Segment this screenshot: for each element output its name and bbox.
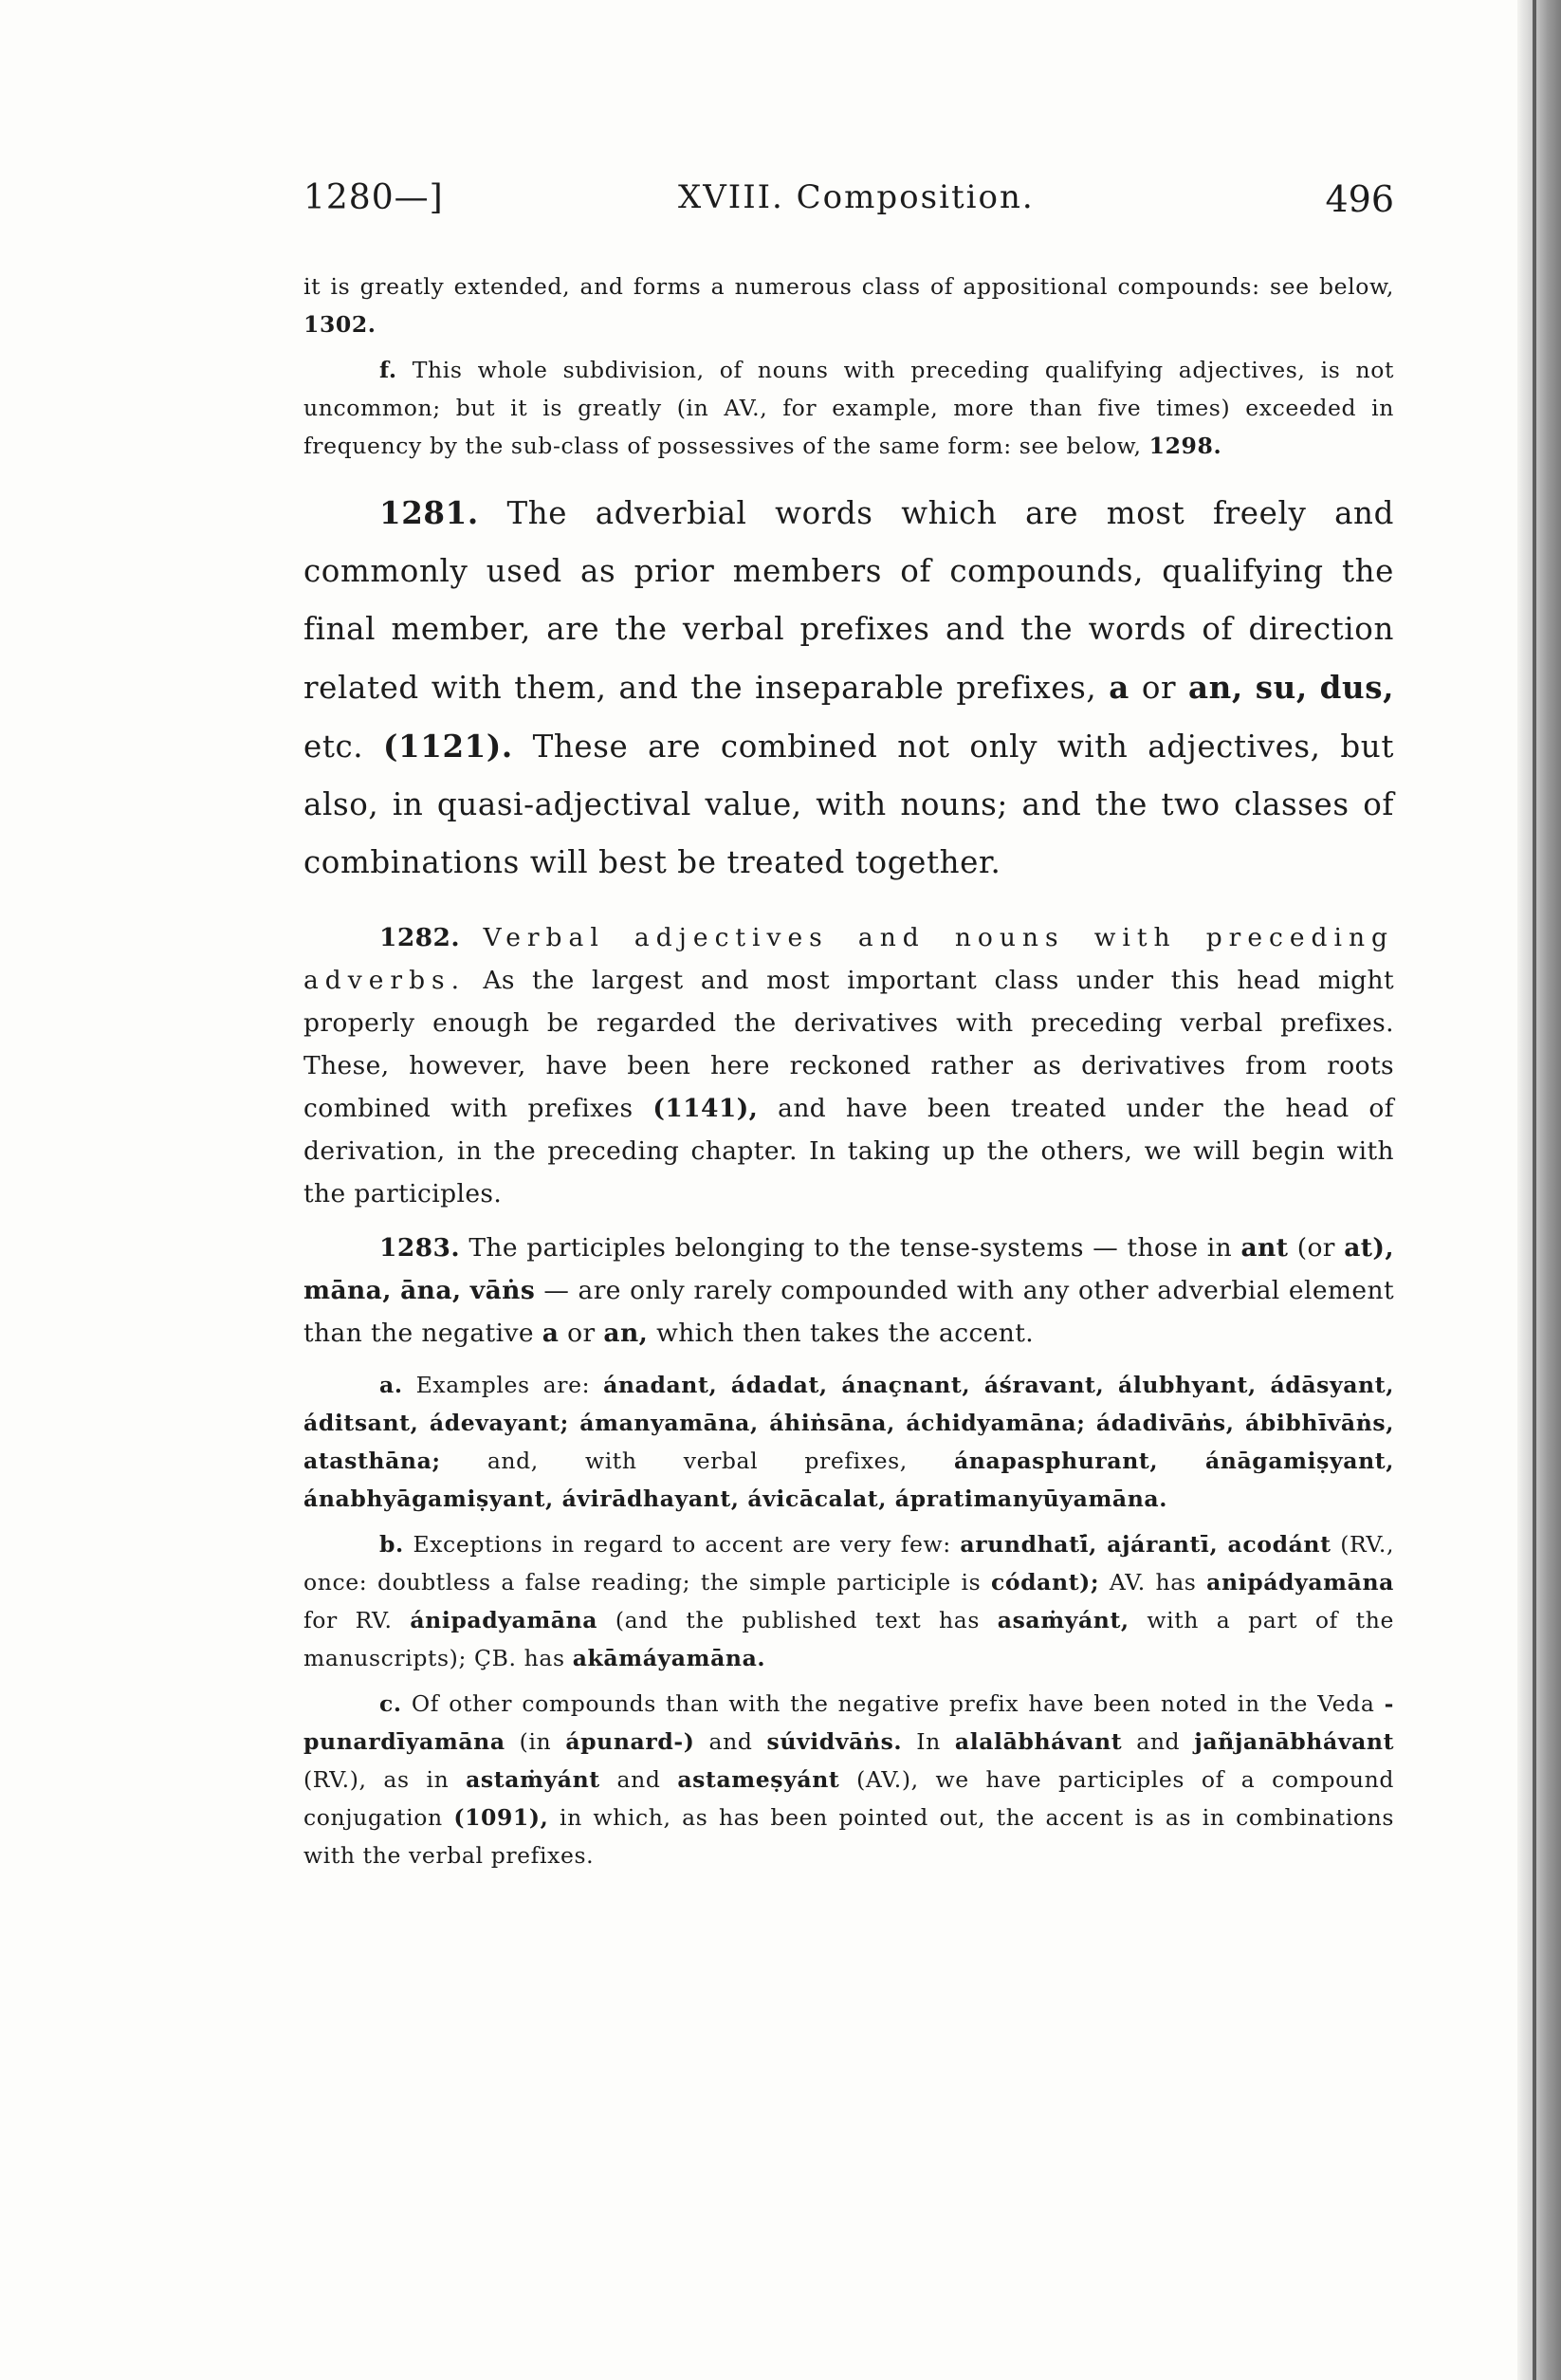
paragraph-label: a.	[379, 1372, 403, 1398]
sanskrit-term: anipádyamāna	[1206, 1569, 1394, 1596]
sanskrit-term: -punardīyamāna	[303, 1690, 1394, 1755]
section-reference: (1141),	[652, 1094, 759, 1123]
paragraph-text: Of other compounds than with the negative prefix have been noted in the Veda	[411, 1690, 1375, 1717]
section-reference: 1302.	[303, 311, 376, 338]
section-reference: (1091),	[453, 1804, 549, 1831]
paragraph-text: — are only rarely compounded with any other adverbial element than the negative	[303, 1276, 1395, 1348]
paragraph-text: The participles belonging to the tense-systems — those in	[468, 1233, 1233, 1263]
binding-edge-line	[1533, 0, 1536, 2380]
paragraph-text: (RV., once: doubtless a false reading; the simple participle is	[303, 1531, 1395, 1596]
sanskrit-term: su,	[1255, 669, 1308, 706]
header-section-ref: 1280—]	[303, 178, 444, 217]
paragraph-text: (or	[1296, 1233, 1335, 1263]
paragraph-text: The adverbial words which are most freely and commonly used as prior members of compounds, qualifying the final member, are the verbal prefixes and the words of direction related with them, and the inseparable prefixes,	[303, 495, 1394, 706]
sanskrit-term: at),	[1344, 1233, 1394, 1263]
header-chapter-title: XVIII. Composition.	[678, 178, 1035, 216]
sanskrit-term: an,	[1188, 669, 1243, 706]
sanskrit-term: an,	[603, 1319, 649, 1348]
section-reference: (1121).	[383, 728, 513, 765]
sanskrit-term: astameṣyánt	[677, 1766, 840, 1793]
sanskrit-term: a	[1109, 669, 1129, 706]
paragraph-text: (RV.), as in	[303, 1766, 450, 1793]
paragraph-text: (and the published text has	[615, 1607, 981, 1633]
paragraph-text: or	[1141, 670, 1177, 706]
paragraph-text: and	[708, 1728, 753, 1755]
paragraph-text: and have been treated under the head of derivation, in the preceding chapter. In taking up the others, we will begin with the participles.	[303, 1094, 1394, 1208]
paragraph-label: b.	[379, 1531, 404, 1558]
sanskrit-term: arundhatī́, ajárantī, acodánt	[960, 1531, 1331, 1558]
sanskrit-term: vāṅs	[469, 1276, 536, 1305]
section-number: 1281.	[379, 494, 479, 531]
section-1283	[303, 1227, 1394, 1355]
paragraph-c	[303, 1685, 1394, 1874]
section-number: 1283.	[379, 1233, 460, 1263]
paragraph-e-continued	[303, 268, 1394, 343]
section-1282	[303, 916, 1394, 1215]
page-body	[303, 268, 1394, 1882]
paragraph-text: or	[567, 1319, 596, 1348]
sanskrit-term: súvidvāṅs.	[766, 1728, 903, 1755]
paragraph-text: (AV.), we have participles of a compound conjugation	[303, 1766, 1394, 1831]
sanskrit-term: alalābhávant	[954, 1728, 1123, 1755]
paragraph-text: in which, as has been pointed out, the accent is as in combinations with the verbal prefixes.	[303, 1804, 1394, 1869]
paragraph-text: Examples are:	[415, 1372, 591, 1398]
paragraph-label: c.	[379, 1690, 402, 1717]
section-1281	[303, 484, 1394, 892]
paragraph-text: which then takes the accent.	[656, 1319, 1035, 1348]
sanskrit-term: āna,	[400, 1276, 462, 1305]
paragraph-f	[303, 351, 1394, 465]
section-reference: 1298.	[1148, 433, 1222, 459]
paragraph-text: for RV.	[303, 1607, 393, 1633]
paragraph-b	[303, 1525, 1394, 1677]
sanskrit-examples: ánapasphurant, ánāgamiṣyant, ánabhyāgamiṣyant, ávirādhayant, ávicācalat, ápratimanyūyamāna.	[303, 1448, 1394, 1512]
paragraph-text: These are combined not only with adjectives, but also, in quasi-adjectival value, with nouns; and the two classes of combinations will best be treated together.	[303, 729, 1395, 880]
paragraph-a	[303, 1366, 1394, 1518]
sanskrit-term: dus,	[1319, 669, 1395, 706]
section-heading: Verbal adjectives and nouns with preceding adverbs.	[303, 923, 1394, 995]
binding-gutter	[1517, 0, 1561, 2380]
paragraph-text: This whole subdivision, of nouns with preceding qualifying adjectives, is not uncommon; but it is greatly (in AV., for example, more than five times) exceeded in frequency by the sub-class of possessives of the same form: see below,	[303, 357, 1394, 459]
paragraph-text: (in	[519, 1728, 552, 1755]
sanskrit-term: a	[542, 1319, 560, 1348]
sanskrit-term: ápunard-)	[565, 1728, 695, 1755]
sanskrit-term: jañjanābhávant	[1194, 1728, 1395, 1755]
sanskrit-term: māna,	[303, 1276, 392, 1305]
running-header	[303, 178, 1394, 235]
sanskrit-term: ant	[1240, 1233, 1289, 1263]
paragraph-label: f.	[379, 357, 397, 383]
sanskrit-term: astaṁyánt	[466, 1766, 600, 1793]
sanskrit-term: asaṁyánt,	[997, 1607, 1129, 1633]
sanskrit-term: códant);	[990, 1569, 1100, 1596]
paragraph-text: with a part of the manuscripts); ÇB. has	[303, 1607, 1394, 1671]
sanskrit-term: akāmáyamāna.	[572, 1645, 766, 1671]
paragraph-text: As the largest and most important class under this head might properly enough be regarded the derivatives with preceding verbal prefixes. These, however, have been here reckoned rather as derivatives from roots combined with prefixes	[303, 966, 1394, 1123]
paragraph-text: etc.	[303, 729, 364, 765]
paragraph-text: it is greatly extended, and forms a numerous class of appositional compounds: see below,	[303, 273, 1394, 300]
section-number: 1282.	[379, 923, 460, 952]
sanskrit-term: ánipadyamāna	[410, 1607, 598, 1633]
paragraph-text: and	[616, 1766, 661, 1793]
paragraph-text: In	[916, 1728, 941, 1755]
paragraph-text: AV. has	[1109, 1569, 1197, 1596]
page-number: 496	[1325, 178, 1394, 220]
paragraph-text: and, with verbal prefixes,	[487, 1448, 908, 1474]
paragraph-text: Exceptions in regard to accent are very few:	[413, 1531, 951, 1558]
paragraph-text: and	[1136, 1728, 1181, 1755]
sanskrit-examples: ánadant, ádadat, ánaçnant, áśravant, álubhyant, ádāsyant, áditsant, ádevayant; ámanyamāna, áhiṅsāna, áchidyamāna; ádadivāṅs, ábibhīvāṅs, atasthāna;	[303, 1372, 1394, 1474]
